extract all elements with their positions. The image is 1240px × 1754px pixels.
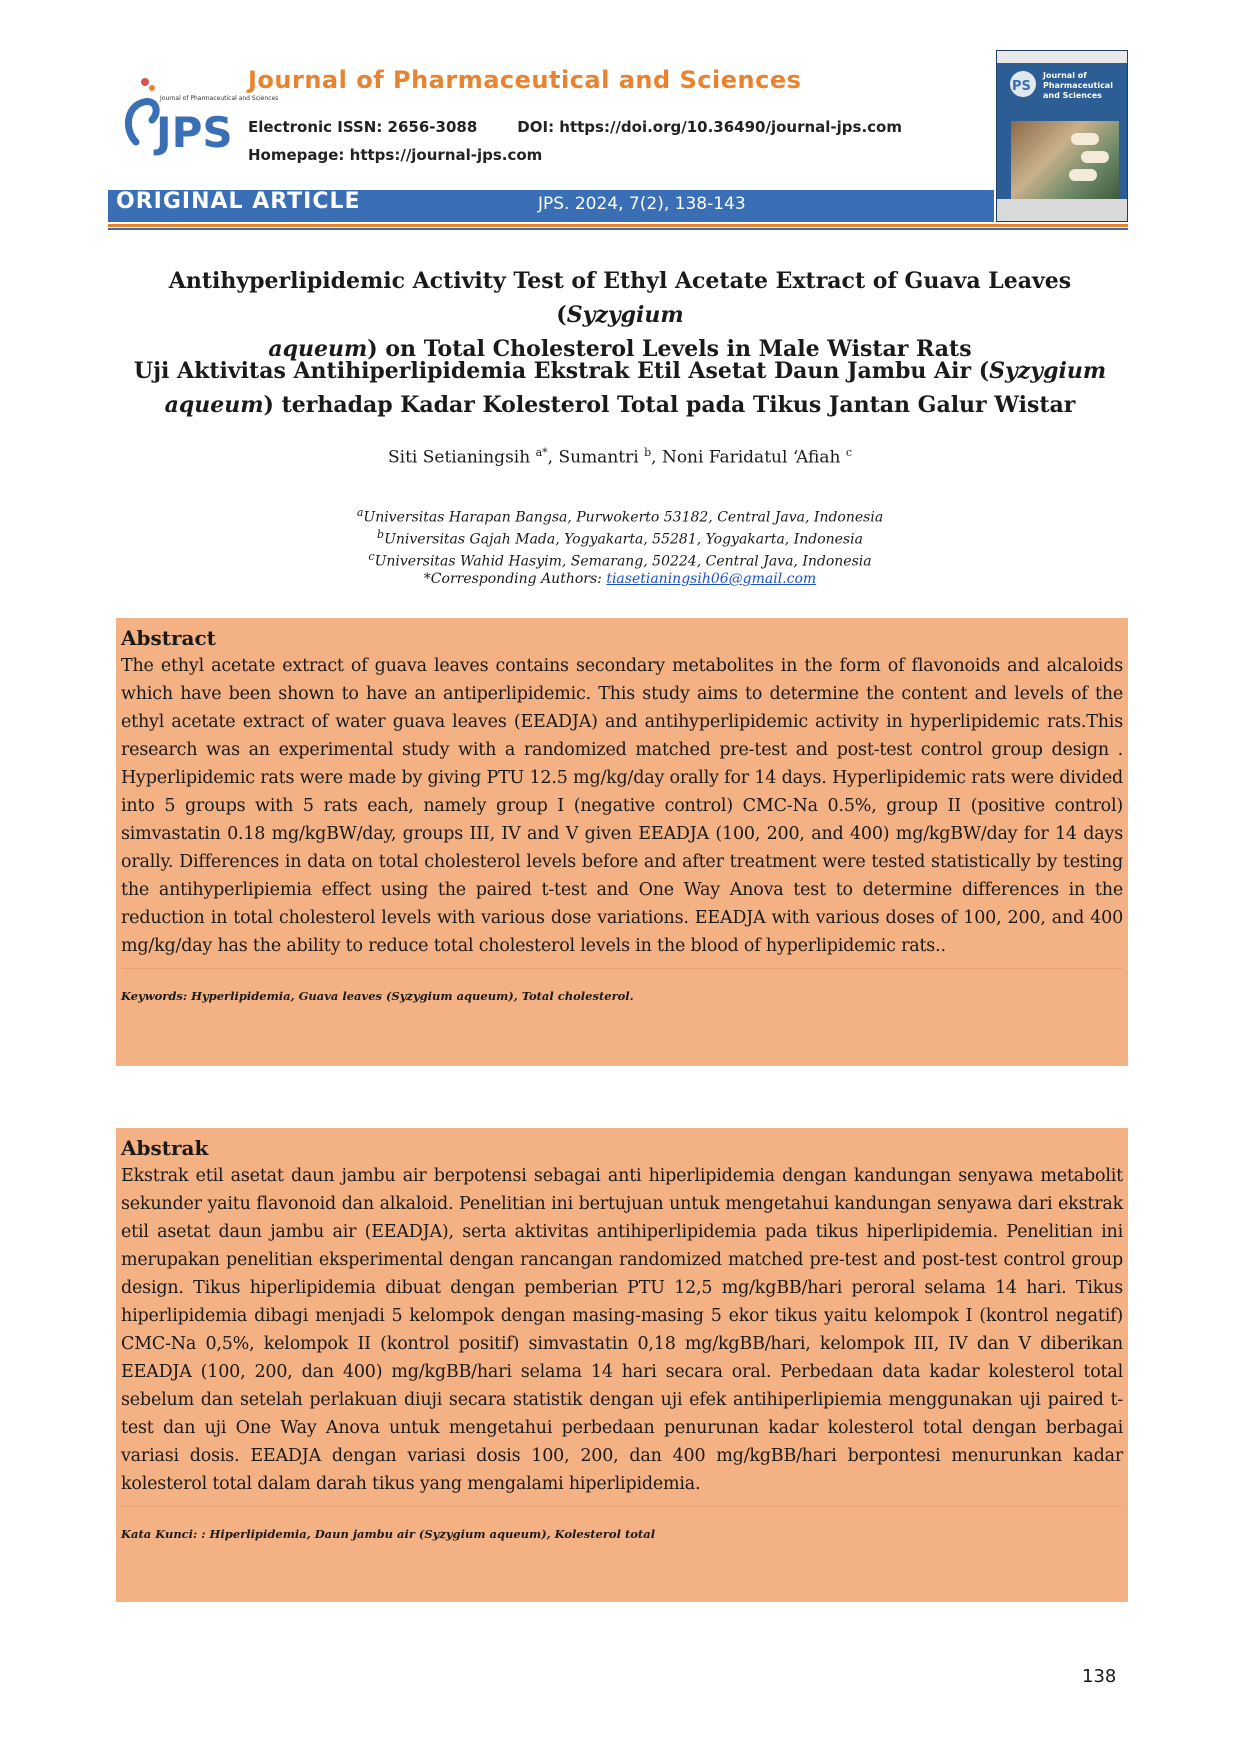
title-id-suffix: ) terhadap Kadar Kolesterol Total pada Tikus Jantan Galur Wistar — [263, 392, 1076, 418]
cover-top-strip — [997, 51, 1127, 63]
abstrak-heading: Abstrak — [121, 1136, 209, 1160]
author-b: Sumantri — [558, 447, 639, 468]
cover-pill-2 — [1081, 151, 1109, 163]
author-b-mark: b — [644, 446, 652, 459]
cover-title: Journal of Pharmaceutical and Sciences — [1043, 71, 1113, 100]
abstrak-divider — [121, 1506, 1123, 1507]
title-en-suffix: ) on Total Cholesterol Levels in Male Wistar Rats — [367, 336, 972, 362]
doi-link[interactable]: DOI: https://doi.org/10.36490/journal-jps.com — [517, 118, 902, 136]
issn-doi-line — [248, 118, 902, 136]
header-rule-blue — [108, 228, 1128, 230]
abstrak-box — [116, 1128, 1128, 1602]
affiliation-a-text: Universitas Harapan Bangsa, Purwokerto 53182, Central Java, Indonesia — [363, 509, 884, 526]
corresponding-label: *Corresponding Authors: — [423, 571, 607, 587]
title-id-prefix: Uji Aktivitas Antihiperlipidemia Ekstrak Etil Asetat Daun Jambu Air ( — [133, 358, 990, 384]
affiliation-a-mark: a — [356, 506, 364, 519]
abstract-body: The ethyl acetate extract of guava leaves contains secondary metabolites in the form of flavonoids and alcaloids which have been shown to have an antiperlipidemic. This study aims to determine the content and levels of the ethyl acetate extract of water guava leaves (EEADJA) and antihyperlipidemic activity in hyperlipidemic rats.This research was an experimental study with a randomized matched pre-test and post-test control group design . Hyperlipidemic rats were made by giving PTU 12.5 mg/kg/day orally for 14 days. Hyperlipidemic rats were divided into 5 groups with 5 rats each, namely group I (negative control) CMC-Na 0.5%, group II (positive control) simvastatin 0.18 mg/kgBW/day, groups III, IV and V given EEADJA (100, 200, and 400) mg/kgBW/day for 14 days orally. Differences in data on total cholesterol levels before and after treatment were tested statistically by testing the antihyperlipiemia effect using the paired t-test and One Way Anova test to determine differences in the reduction in total cholesterol levels with various dose variations. EEADJA with various doses of 100, 200, and 400 mg/kg/day has the ability to reduce total cholesterol levels in the blood of hyperlipidemic rats.. — [121, 656, 1123, 956]
article-title-english — [120, 264, 1120, 366]
affiliation-c-text: Universitas Wahid Hasyim, Semarang, 50224, Central Java, Indonesia — [374, 553, 872, 570]
corresponding-email-link[interactable]: tiasetianingsih06@gmail.com — [606, 571, 817, 587]
title-id-species-2: aqueum — [164, 392, 264, 418]
title-id-species-1: Syzygium — [989, 358, 1107, 384]
issn: Electronic ISSN: 2656-3088 — [248, 118, 478, 136]
article-citation: JPS. 2024, 7(2), 138-143 — [538, 194, 746, 214]
author-c: Noni Faridatul ‘Afiah — [661, 447, 841, 468]
article-type-label: ORIGINAL ARTICLE — [116, 189, 361, 214]
affiliation-b-text: Universitas Gajah Mada, Yogyakarta, 55281, Yogyakarta, Indonesia — [384, 531, 863, 548]
journal-title: Journal of Pharmaceutical and Sciences — [248, 66, 802, 94]
author-list: Siti Setianingsih $^{a*}$, Sumantri $^b$, Noni Faridatul ‘Afiah $^c$ — [387, 446, 853, 468]
article-title-indonesian — [120, 354, 1120, 422]
author-a: Siti Setianingsih — [387, 447, 531, 468]
affiliation-c-mark: c — [368, 550, 375, 563]
author-c-mark: c — [845, 446, 853, 459]
author-a-mark: a* — [535, 446, 548, 459]
page-number: 138 — [1082, 1666, 1117, 1687]
journal-cover-thumbnail — [996, 50, 1128, 222]
cover-pill-3 — [1069, 169, 1097, 181]
cover-pill-1 — [1071, 133, 1099, 145]
title-en-species-2: aqueum — [268, 336, 368, 362]
title-en-prefix: Antihyperlipidemic Activity Test of Ethyl Acetate Extract of Guava Leaves ( — [168, 268, 1072, 328]
journal-logo — [122, 72, 279, 162]
abstrak-body: Ekstrak etil asetat daun jambu air berpotensi sebagai anti hiperlipidemia dengan kandungan senyawa metabolit sekunder yaitu flavonoid dan alkaloid. Penelitian ini bertujuan untuk mengetahui kandungan senyawa dari ekstrak etil asetat daun jambu air (EEADJA), serta aktivitas antihiperlipidemia pada tikus hiperlipidemia. Penelitian ini merupakan penelitian eksperimental dengan rancangan randomized matched pre-test and post-test control group design. Tikus hiperlipidemia dibuat dengan pemberian PTU 12,5 mg/kgBB/hari peroral selama 14 hari. Tikus hiperlipidemia dibagi menjadi 5 kelompok dengan masing-masing 5 ekor tikus yaitu kelompok I (kontrol negatif) CMC-Na 0,5%, kelompok II (kontrol positif) simvastatin 0,18 mg/kgBB/hari, kelompok III, IV dan V diberikan EEADJA (100, 200, dan 400) mg/kgBB/hari selama 14 hari secara oral. Perbedaan data kadar kolesterol total sebelum dan setelah perlakuan diuji secara statistik dengan uji efek antihiperlipiemia menggunakan uji paired t-test dan uji One Way Anova untuk mengetahui perbedaan penurunan kadar kolesterol total dengan berbagai variasi dosis. EEADJA dengan variasi dosis 100, 200, dan 400 mg/kgBB/hari berpontesi menurunkan kadar kolesterol total dalam darah tikus yang mengalami hiperlipidemia. — [121, 1166, 1123, 1494]
homepage-link[interactable]: Homepage: https://journal-jps.com — [248, 146, 543, 164]
logo-letters: JPS — [156, 108, 233, 157]
abstract-divider — [121, 968, 1123, 969]
corresponding-author — [120, 568, 1120, 590]
title-en-species-1: Syzygium — [566, 302, 684, 328]
abstract-heading: Abstract — [121, 626, 216, 650]
abstract-keywords: Keywords: Hyperlipidemia, Guava leaves (Syzygium aqueum), Total cholesterol. — [121, 989, 634, 1003]
cover-logo-icon — [1005, 69, 1041, 99]
cover-image — [1011, 121, 1119, 199]
header-rule-orange — [108, 224, 1128, 227]
svg-text:PS: PS — [1012, 79, 1031, 94]
abstract-box — [116, 618, 1128, 1066]
abstrak-keywords: Kata Kunci: : Hiperlipidemia, Daun jambu air (Syzygium aqueum), Kolesterol total — [121, 1527, 656, 1541]
cover-bottom-strip — [997, 199, 1127, 221]
affiliation-b-mark: b — [377, 528, 385, 541]
logo-caption: Journal of Pharmaceutical and Sciences — [160, 95, 279, 102]
